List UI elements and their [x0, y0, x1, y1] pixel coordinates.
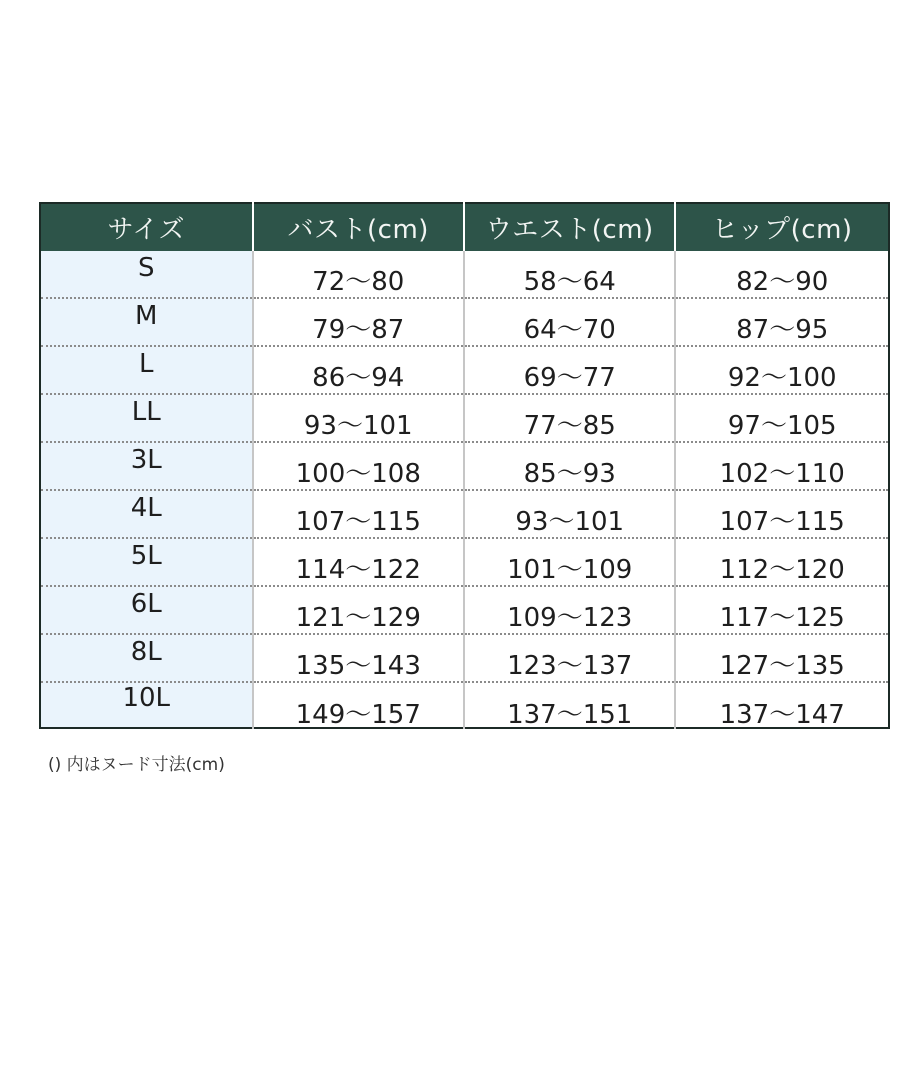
waist-value: 123～137 — [464, 634, 675, 682]
bust-value: 114～122 — [253, 538, 464, 586]
hip-value: 102～110 — [675, 442, 889, 490]
table-row — [40, 490, 889, 538]
table-row — [40, 346, 889, 394]
hip-value: 92～100 — [675, 346, 889, 394]
bust-value: 72～80 — [253, 251, 464, 298]
header-size: サイズ — [40, 203, 253, 251]
hip-value: 112～120 — [675, 538, 889, 586]
hip-value: 127～135 — [675, 634, 889, 682]
waist-value: 137～151 — [464, 682, 675, 728]
size-label: 6L — [40, 586, 253, 634]
hip-value: 107～115 — [675, 490, 889, 538]
header-bust: バスト(cm) — [253, 203, 464, 251]
bust-value: 135～143 — [253, 634, 464, 682]
table-row — [40, 298, 889, 346]
size-label: 10L — [40, 682, 253, 728]
waist-value: 101～109 — [464, 538, 675, 586]
bust-value: 79～87 — [253, 298, 464, 346]
hip-value: 87～95 — [675, 298, 889, 346]
waist-value: 93～101 — [464, 490, 675, 538]
table-row — [40, 634, 889, 682]
size-label: 3L — [40, 442, 253, 490]
size-label: 4L — [40, 490, 253, 538]
table-row — [40, 251, 889, 298]
size-label: L — [40, 346, 253, 394]
waist-value: 85～93 — [464, 442, 675, 490]
hip-value: 117～125 — [675, 586, 889, 634]
bust-value: 93～101 — [253, 394, 464, 442]
waist-value: 109～123 — [464, 586, 675, 634]
table-row — [40, 394, 889, 442]
header-hip: ヒップ(cm) — [675, 203, 889, 251]
waist-value: 58～64 — [464, 251, 675, 298]
table-row — [40, 442, 889, 490]
waist-value: 64～70 — [464, 298, 675, 346]
bust-value: 100～108 — [253, 442, 464, 490]
size-label: LL — [40, 394, 253, 442]
bust-value: 149～157 — [253, 682, 464, 728]
hip-value: 137～147 — [675, 682, 889, 728]
table-row — [40, 682, 889, 728]
bust-value: 86～94 — [253, 346, 464, 394]
waist-value: 77～85 — [464, 394, 675, 442]
header-row — [40, 203, 889, 251]
size-label: 5L — [40, 538, 253, 586]
table-row — [40, 538, 889, 586]
size-label: S — [40, 251, 253, 298]
hip-value: 82～90 — [675, 251, 889, 298]
bust-value: 121～129 — [253, 586, 464, 634]
size-label: 8L — [40, 634, 253, 682]
table-row — [40, 586, 889, 634]
size-chart-table — [39, 202, 890, 729]
hip-value: 97～105 — [675, 394, 889, 442]
waist-value: 69～77 — [464, 346, 675, 394]
size-label: M — [40, 298, 253, 346]
nude-measurement-note: () 内はヌード寸法(cm) — [48, 755, 225, 775]
bust-value: 107～115 — [253, 490, 464, 538]
header-waist: ウエスト(cm) — [464, 203, 675, 251]
